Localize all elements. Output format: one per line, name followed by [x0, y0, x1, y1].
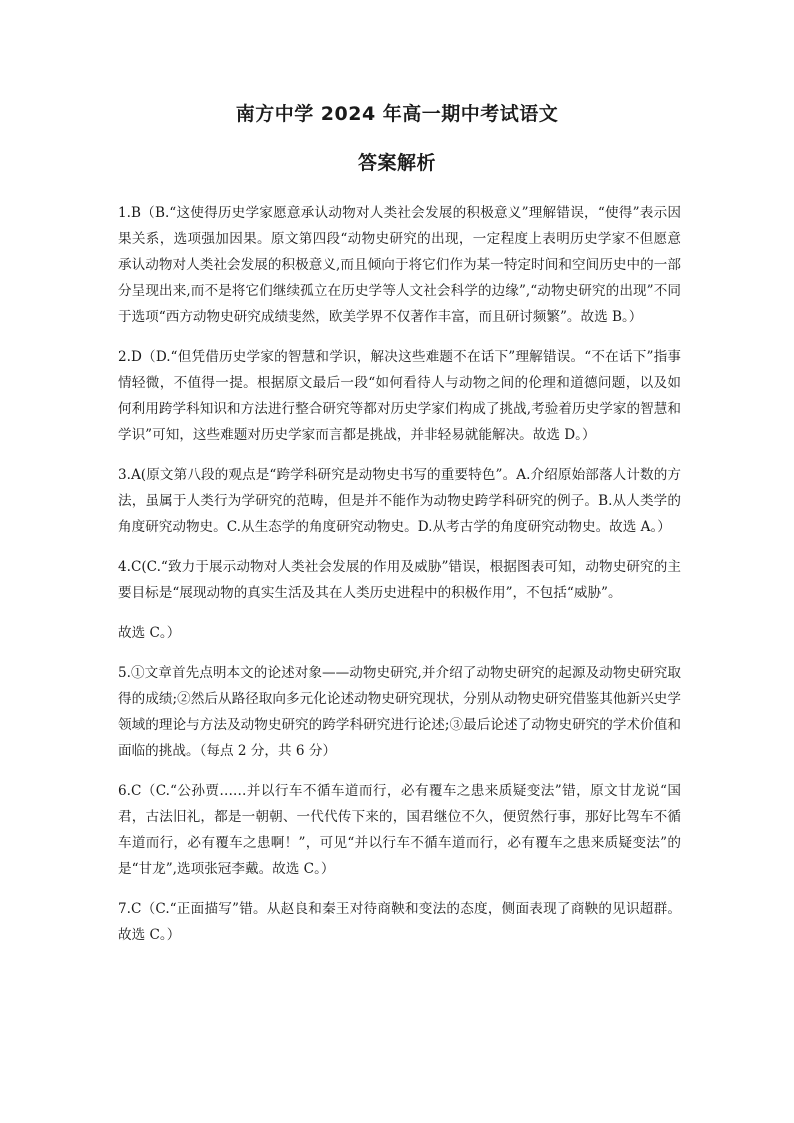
- answer-1: 1.B（B.“这使得历史学家愿意承认动物对人类社会发展的积极意义”理解错误，“使得”表示因果关系，选项强加因果。原文第四段“动物史研究的出现，一定程度上表明历史学家不但愿意承认动物对人类社会发展的积极意义,而且倾向于将它们作为某一特定时间和空间历史中的一部分呈现出来,而不是将它们继续孤立在历史学等人文社会科学的边缘”,“动物史研究的出现”不同于选项“西方动物史研究成绩斐然，欧美学界不仅著作丰富，而且研讨频繁”。故选 B。）: [118, 205, 681, 325]
- document-title: 南方中学 2024 年高一期中考试语文: [235, 103, 559, 125]
- answer-4: 4.C(C.“致力于展示动物对人类社会发展的作用及威胁”错误，根据图表可知，动物史研究的主要目标是“展现动物的真实生活及其在人类历史进程中的积极作用”，不包括“威胁”。: [118, 559, 681, 601]
- answer-4-conclusion: 故选 C。）: [118, 625, 181, 641]
- answer-2: 2.D（D.“但凭借历史学家的智慧和学识，解决这些难题不在话下”理解错误。“不在话下”指事情轻微，不值得一提。根据原文最后一段“如何看待人与动物之间的伦理和道德问题，以及如何利用跨学科知识和方法进行整合研究等都对历史学家们构成了挑战,考验着历史学家的智慧和学识”可知，这些难题对历史学家而言都是挑战，并非轻易就能解决。故选 D。）: [118, 349, 681, 443]
- document-subtitle: 答案解析: [357, 152, 436, 174]
- answer-3: 3.A(原文第八段的观点是“跨学科研究是动物史书写的重要特色”。A.介绍原始部落人计数的方法，虽属于人类行为学研究的范畴，但是并不能作为动物史跨学科研究的例子。B.从人类学的角度研究动物史。C.从生态学的角度研究动物史。D.从考古学的角度研究动物史。故选 A。）: [118, 467, 681, 535]
- answer-6: 6.C（C.“公孙贾……并以行车不循车道而行，必有覆车之患来质疑变法”错，原文甘龙说“国君，古法旧礼，都是一朝朝、一代代传下来的，国君继位不久，便贸然行事，那好比驾车不循车道而行，必有覆车之患啊！”，可见“并以行车不循车道而行，必有覆车之患来质疑变法”的是“甘龙”,选项张冠李戴。故选 C。）: [118, 783, 681, 877]
- answer-7: 7.C（C.“正面描写”错。从赵良和秦王对待商鞅和变法的态度，侧面表现了商鞅的见识超群。故选 C。）: [118, 901, 681, 943]
- answer-5: 5.①文章首先点明本文的论述对象——动物史研究,并介绍了动物史研究的起源及动物史研究取得的成绩;②然后从路径取向多元化论述动物史研究现状，分别从动物史研究借鉴其他新兴史学领域的理论与方法及动物史研究的跨学科研究进行论述;③最后论述了动物史研究的学术价值和面临的挑战。（每点 2 分，共 6 分）: [118, 665, 681, 759]
- answer-list: [118, 200, 681, 962]
